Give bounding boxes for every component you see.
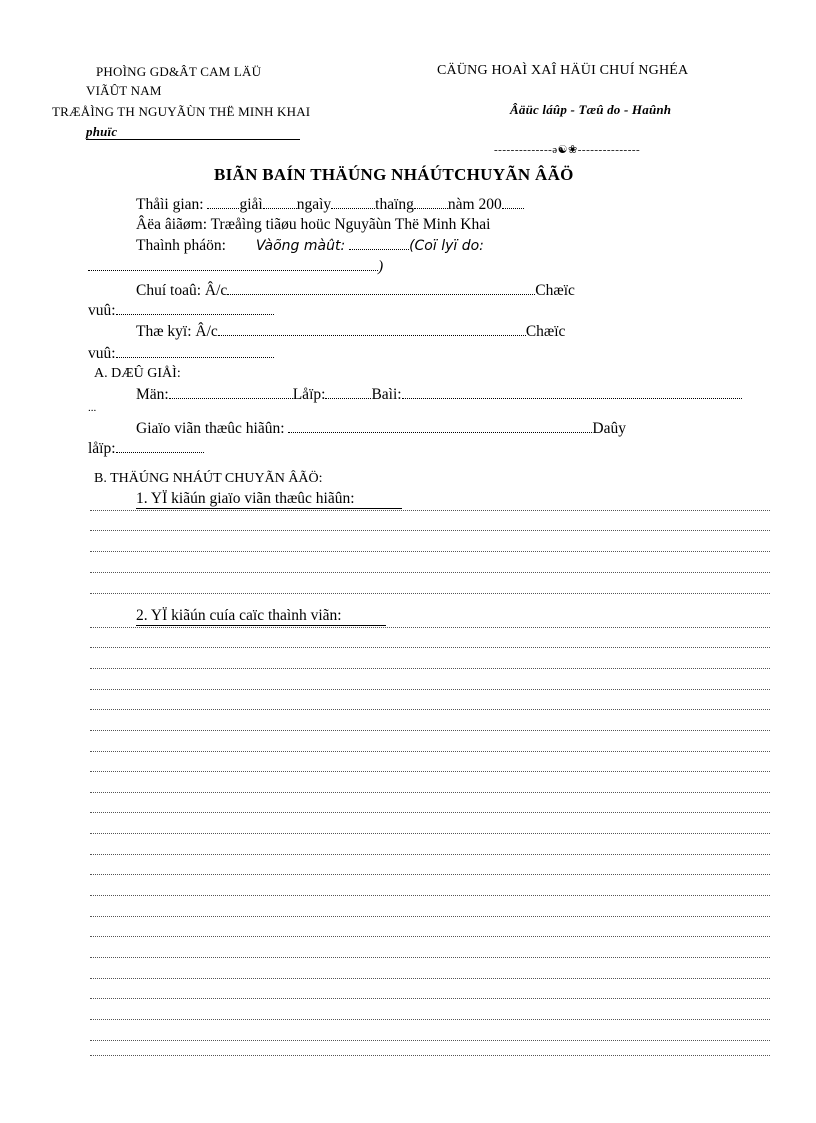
reason-close: ) — [378, 258, 384, 275]
writing-line[interactable] — [90, 627, 770, 628]
chair-row — [136, 282, 575, 300]
lesson-field[interactable] — [402, 387, 742, 399]
writing-line[interactable] — [90, 647, 770, 648]
lesson-continuation: ... — [88, 402, 97, 414]
writing-line[interactable] — [90, 936, 770, 937]
writing-line[interactable] — [90, 551, 770, 552]
writing-line[interactable] — [90, 689, 770, 690]
writing-line[interactable] — [90, 978, 770, 979]
chair-position-field[interactable] — [116, 303, 274, 315]
reason-label: (Coï lyï do: — [409, 238, 484, 254]
chair-name-field[interactable] — [227, 283, 535, 295]
secretary-position-row — [88, 345, 274, 363]
secretary-position-label2: vuû: — [88, 345, 116, 362]
members-label: Thaình pháön: — [136, 237, 226, 254]
ornament-divider: --------------ǝ☯❀--------------- — [494, 144, 641, 156]
writing-line[interactable] — [90, 998, 770, 999]
item1-heading: 1. YÏ kiãún giaïo viãn thæûc hiãûn: — [136, 490, 355, 507]
subject-field[interactable] — [169, 387, 293, 399]
hour-field[interactable] — [207, 197, 239, 209]
teach-class-row — [88, 440, 204, 458]
writing-line[interactable] — [90, 916, 770, 917]
writing-line[interactable] — [90, 874, 770, 875]
national-title: CÄÜNG HOAÌ XAÎ HÄÜI CHUÍ NGHÉA — [437, 63, 689, 78]
year-field-pre[interactable] — [414, 197, 448, 209]
writing-line[interactable] — [90, 833, 770, 834]
header-underline — [86, 139, 300, 140]
writing-line[interactable] — [90, 1040, 770, 1041]
month-field[interactable] — [331, 197, 375, 209]
reason-field[interactable] — [88, 259, 378, 271]
class-field[interactable] — [325, 387, 371, 399]
chair-position-label: Chæïc — [535, 282, 575, 299]
writing-line[interactable] — [90, 709, 770, 710]
secretary-label: Thæ kyï: Â/c — [136, 323, 218, 340]
day-field[interactable] — [263, 197, 297, 209]
writing-line[interactable] — [90, 895, 770, 896]
chair-position-row — [88, 302, 274, 320]
country-name-wrap: VIÃÛT NAM — [86, 83, 162, 98]
year-field[interactable] — [502, 197, 524, 209]
absent-field[interactable] — [349, 238, 409, 250]
members-row — [136, 237, 484, 255]
month-label: thaïng — [375, 196, 414, 213]
national-motto: Âäüc láûp - Tæû do - Haûnh — [510, 102, 672, 117]
secretary-position-field[interactable] — [116, 346, 274, 358]
page-title: BIÃN BAÍN THÄÚNG NHÁÚTCHUYÃN ÂÃÖ — [214, 165, 574, 184]
day-label: ngaìy — [296, 196, 332, 213]
writing-line[interactable] — [90, 530, 770, 531]
item2-underline — [136, 625, 386, 626]
secretary-name-field[interactable] — [218, 324, 526, 336]
year-label: nàm 200 — [447, 196, 502, 213]
time-label: Thåìi gian: — [136, 196, 204, 213]
writing-line[interactable] — [90, 771, 770, 772]
teacher-label: Giaïo viãn thæûc hiãûn: — [136, 420, 285, 437]
time-row — [136, 196, 524, 214]
writing-line[interactable] — [90, 812, 770, 813]
writing-line[interactable] — [90, 751, 770, 752]
motto-wrap: phuïc — [86, 124, 118, 139]
chair-label: Chuí toaû: Â/c — [136, 282, 228, 299]
item1-underline — [136, 508, 402, 509]
item2-heading: 2. YÏ kiãún cuía caïc thaình viãn: — [136, 607, 342, 624]
teach-class-label2: låïp: — [88, 440, 116, 457]
writing-line[interactable] — [90, 510, 770, 511]
absent-label: Vàõng màût: — [255, 238, 346, 254]
writing-line[interactable] — [90, 1055, 770, 1056]
reason-row — [88, 258, 383, 276]
teach-class-field[interactable] — [116, 441, 204, 453]
hour-label: giåì — [239, 196, 263, 213]
secretary-position-label: Chæïc — [525, 323, 566, 340]
writing-line[interactable] — [90, 572, 770, 573]
writing-line[interactable] — [90, 668, 770, 669]
subject-label: Män: — [136, 386, 169, 403]
secretary-row — [136, 323, 565, 341]
dept-name: PHOÌNG GD&ÂT CAM LÄÜ — [96, 64, 262, 79]
writing-line[interactable] — [90, 957, 770, 958]
school-name: TRÆÅÌNG TH NGUYÃÙN THË MINH KHAI — [52, 104, 311, 119]
lesson-label: Baìi: — [371, 386, 402, 403]
writing-line[interactable] — [90, 730, 770, 731]
writing-line[interactable] — [90, 854, 770, 855]
class-label: Låïp: — [292, 386, 326, 403]
subject-row — [136, 386, 742, 404]
writing-line[interactable] — [90, 1019, 770, 1020]
section-b-heading: B. THÄÚNG NHÁÚT CHUYÃN ÂÃÖ: — [94, 471, 323, 486]
teacher-field[interactable] — [288, 421, 592, 433]
writing-line[interactable] — [90, 792, 770, 793]
chair-position-label2: vuû: — [88, 302, 116, 319]
place-row: Âëa âiãøm: Træåìng tiãøu hoüc Nguyãùn Thë Minh Khai — [136, 216, 491, 233]
teacher-row — [136, 420, 626, 438]
section-a-heading: A. DÆÛ GIÅÌ: — [94, 366, 181, 381]
writing-line[interactable] — [90, 593, 770, 594]
teach-class-label: Daûy — [592, 420, 626, 437]
